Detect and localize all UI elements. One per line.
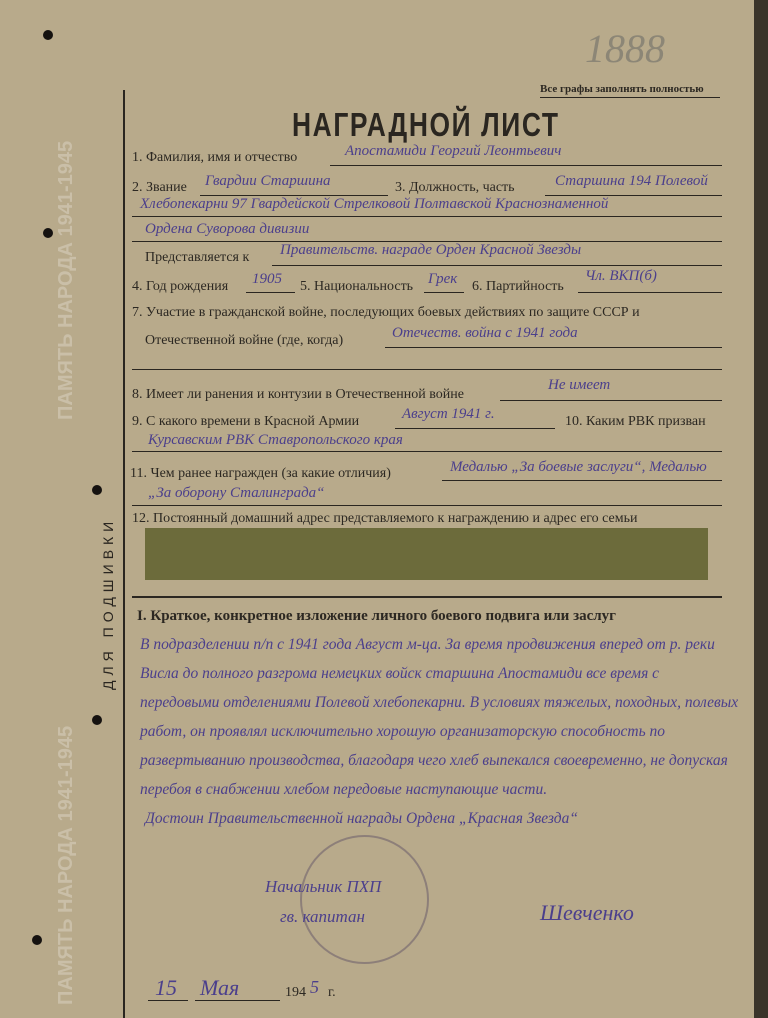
party-value: Чл. ВКП(б) bbox=[585, 268, 657, 284]
binding-hole bbox=[43, 30, 53, 40]
watermark: ПАМЯТЬ НАРОДА 1941-1945 bbox=[55, 140, 77, 420]
feat-conclusion: Достоин Правительственной награды Ордена „Красная Звезда“ bbox=[145, 810, 578, 827]
fill-all-note: Все графы заполнять полностью bbox=[540, 83, 704, 95]
binding-hole bbox=[43, 228, 53, 238]
field-label: Отечественной войне (где, когда) bbox=[145, 333, 344, 348]
signature: Шевченко bbox=[540, 900, 634, 925]
binding-hole bbox=[32, 935, 42, 945]
date-year-prefix: 194 bbox=[285, 985, 306, 1000]
signer-title: Начальник ПХП bbox=[265, 877, 382, 896]
position-value-cont: Ордена Суворова дивизии bbox=[145, 221, 310, 237]
rank-value: Гвардии Старшина bbox=[205, 173, 331, 189]
position-value: Старшина 194 Полевой bbox=[555, 173, 708, 189]
date-year-suffix: 5 bbox=[310, 977, 319, 997]
field-label: 2. Звание bbox=[132, 180, 187, 195]
field-label: 5. Национальность bbox=[300, 279, 414, 294]
field-label: 10. Каким РВК призван bbox=[565, 414, 706, 429]
field-label: 4. Год рождения bbox=[132, 279, 229, 294]
field-label: 7. Участие в гражданской войне, последующих боевых действиях по защите СССР и bbox=[132, 305, 640, 320]
nationality-value: Грек bbox=[428, 271, 458, 287]
archive-number: 1888 bbox=[585, 26, 665, 71]
watermark: ПАМЯТЬ НАРОДА 1941-1945 bbox=[55, 725, 77, 1005]
official-stamp bbox=[300, 835, 429, 964]
binding-label: ДЛЯ ПОДШИВКИ bbox=[100, 516, 116, 690]
previous-awards-value: Медалью „За боевые заслуги“, Медалью bbox=[450, 459, 707, 475]
binding-hole bbox=[92, 715, 102, 725]
birth-year-value: 1905 bbox=[252, 271, 282, 287]
war-participation-value: Отечеств. война с 1941 года bbox=[392, 325, 578, 341]
redacted-address bbox=[145, 528, 708, 580]
binding-hole bbox=[92, 485, 102, 495]
award-value: Правительств. награде Орден Красной Звезды bbox=[280, 242, 582, 258]
feat-description bbox=[140, 630, 740, 833]
field-label: 8. Имеет ли ранения и контузии в Отечественной войне bbox=[132, 387, 464, 402]
wounds-value: Не имеет bbox=[548, 377, 611, 393]
previous-awards-value-cont: „За оборону Сталинграда“ bbox=[148, 485, 325, 501]
binding-margin-line bbox=[123, 90, 125, 1018]
document-title: НАГРАДНОЙ ЛИСТ bbox=[292, 106, 560, 143]
field-label: 12. Постоянный домашний адрес представляемого к награждению и адрес его семьи bbox=[132, 511, 638, 526]
date-month: Мая bbox=[200, 975, 240, 1000]
field-label: Представляется к bbox=[145, 250, 250, 265]
page-edge bbox=[754, 0, 768, 1018]
signer-rank: гв. капитан bbox=[280, 907, 365, 926]
position-value-cont: Хлебопекарни 97 Гвардейской Стрелковой Полтавской Краснознаменной bbox=[140, 196, 609, 212]
field-label: 9. С какого времени в Красной Армии bbox=[132, 414, 360, 429]
date-day: 15 bbox=[155, 975, 177, 1000]
draft-office-value: Курсавским РВК Ставропольского края bbox=[148, 432, 403, 448]
field-label: 3. Должность, часть bbox=[395, 180, 515, 195]
full-name-value: Апостамиди Георгий Леонтьевич bbox=[345, 143, 562, 159]
field-label: 1. Фамилия, имя и отчество bbox=[132, 150, 298, 165]
field-label: 11. Чем ранее награжден (за какие отличия) bbox=[130, 466, 391, 481]
date-suffix: г. bbox=[328, 985, 336, 1000]
feat-text: В подразделении п/п с 1941 года Август м-ца. За время продвижения вперед от р. реки Висла до полного разгрома немецких войск старшина Апостамиди все время с передовыми отделениями Полевой хлебопекарни. В условиях тяжелых, походных, полевых работ, он проявлял исключительно хорошую организаторскую способность по развертыванию производства, благодаря чего хлеб выпекался своевременно, не допуская перебоя в снабжении хлебом передовые наступающие части. bbox=[140, 636, 739, 798]
feat-section-heading: I. Краткое, конкретное изложение личного боевого подвига или заслуг bbox=[137, 608, 616, 624]
field-label: 6. Партийность bbox=[472, 279, 564, 294]
army-since-value: Август 1941 г. bbox=[402, 406, 495, 422]
